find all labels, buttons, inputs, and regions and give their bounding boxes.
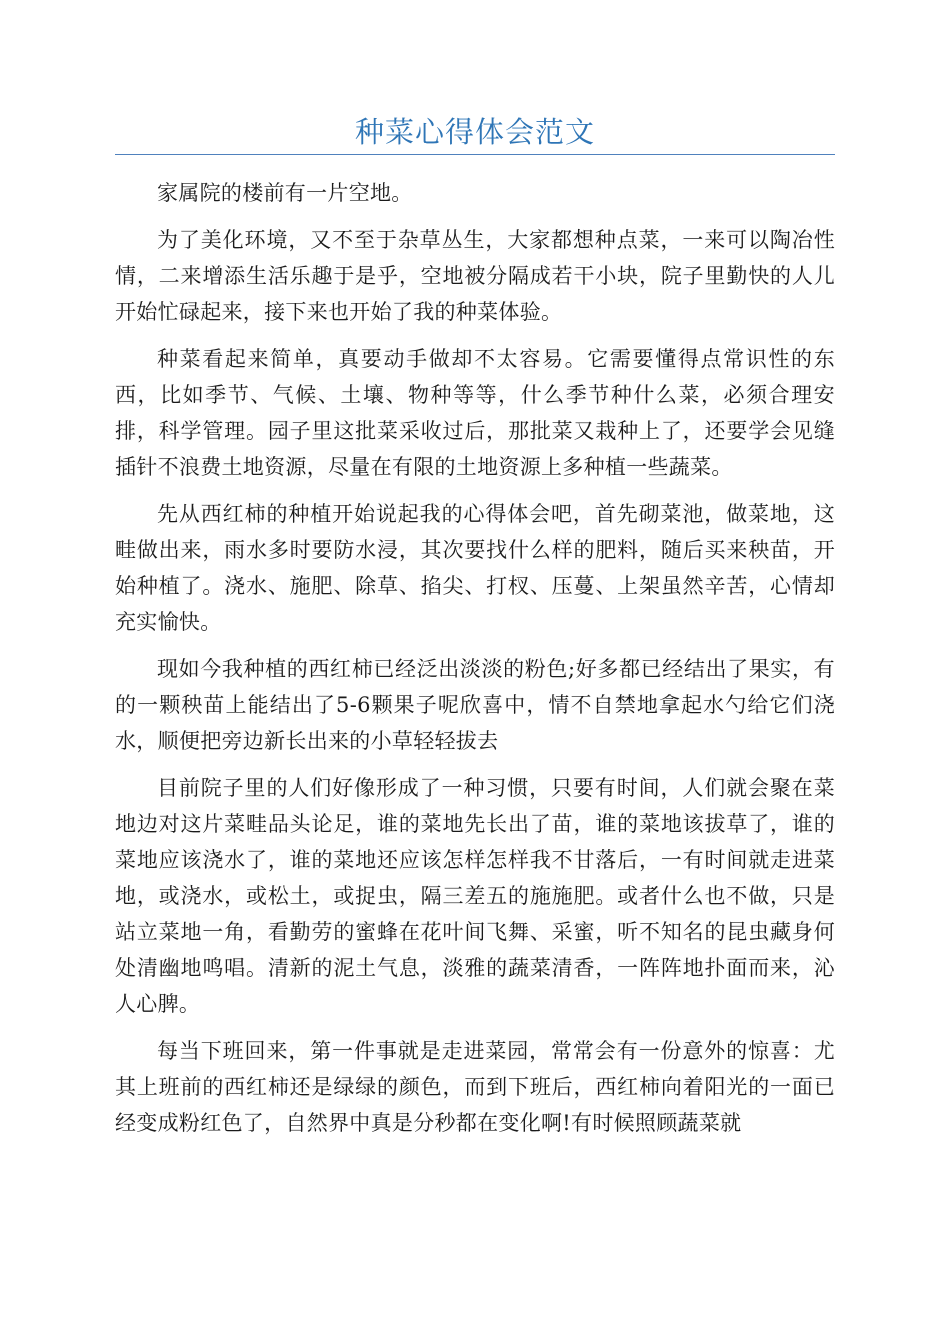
paragraph: 种菜看起来简单，真要动手做却不太容易。它需要懂得点常识性的东西，比如季节、气候、土壤、物种等等，什么季节种什么菜，必须合理安排，科学管理。园子里这批菜采收过后，那批菜又栽种上了，还要学会见缝插针不浪费土地资源，尽量在有限的土地资源上多种植一些蔬菜。 bbox=[115, 347, 835, 479]
paragraph: 每当下班回来，第一件事就是走进菜园，常常会有一份意外的惊喜：尤其上班前的西红柿还是绿绿的颜色，而到下班后，西红柿向着阳光的一面已经变成粉红色了，自然界中真是分秒都在变化啊!有时候照顾蔬菜就 bbox=[115, 1039, 835, 1135]
paragraph: 先从西红柿的种植开始说起我的心得体会吧，首先砌菜池，做菜地，这畦做出来，雨水多时要防水浸，其次要找什么样的肥料，随后买来秧苗，开始种植了。浇水、施肥、除草、掐尖、打杈、压蔓、上架虽然辛苦，心情却充实愉快。 bbox=[115, 502, 835, 634]
title-underline bbox=[115, 154, 835, 155]
paragraph: 现如今我种植的西红柿已经泛出淡淡的粉色;好多都已经结出了果实，有的一颗秧苗上能结出了5-6颗果子呢欣喜中，情不自禁地拿起水勺给它们浇水，顺便把旁边新长出来的小草轻轻拔去 bbox=[115, 657, 835, 753]
paragraph: 为了美化环境，又不至于杂草丛生，大家都想种点菜，一来可以陶冶性情，二来增添生活乐趣于是乎，空地被分隔成若干小块，院子里勤快的人儿开始忙碌起来，接下来也开始了我的种菜体验。 bbox=[115, 228, 835, 324]
document-title: 种菜心得体会范文 bbox=[354, 115, 595, 149]
document-body bbox=[115, 175, 835, 1152]
paragraph: 目前院子里的人们好像形成了一种习惯，只要有时间，人们就会聚在菜地边对这片菜畦品头论足，谁的菜地先长出了苗，谁的菜地该拔草了，谁的菜地应该浇水了，谁的菜地还应该怎样怎样我不甘落后，一有时间就走进菜地，或浇水，或松土，或捉虫，隔三差五的施施肥。或者什么也不做，只是站立菜地一角，看勤劳的蜜蜂在花叶间飞舞、采蜜，听不知名的昆虫藏身何处清幽地鸣唱。清新的泥土气息，淡雅的蔬菜清香，一阵阵地扑面而来，沁人心脾。 bbox=[115, 776, 835, 1016]
paragraph: 家属院的楼前有一片空地。 bbox=[157, 181, 413, 205]
